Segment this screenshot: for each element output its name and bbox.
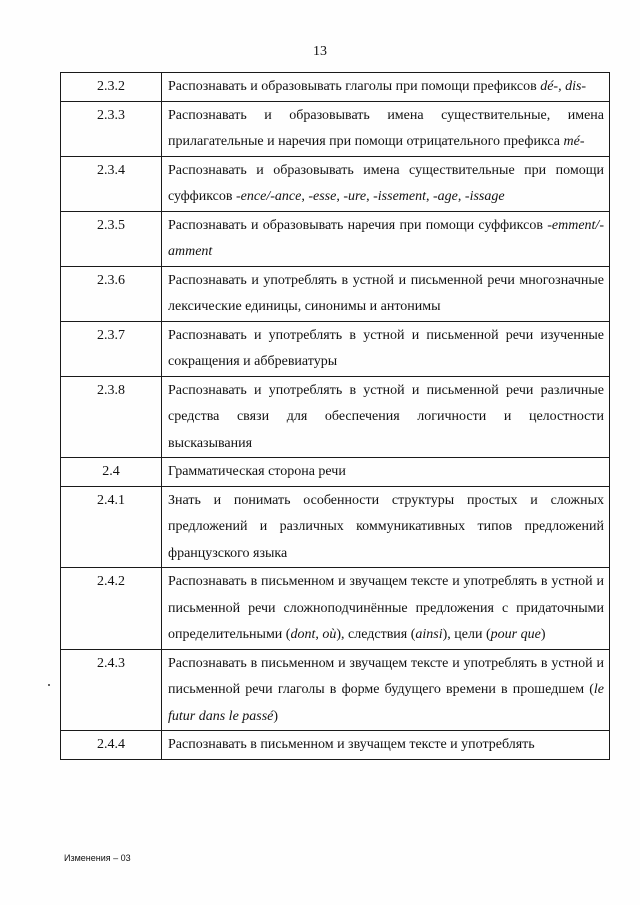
italic-term: -ure [343,189,367,204]
italic-term: où [322,627,337,642]
text-fragment: ) [273,708,279,724]
text-fragment: Распознавать и употреблять в устной и письменной речи многозначные лексические единицы, синонимы и антонимы [168,272,604,314]
item-description [162,211,610,266]
item-description [162,376,610,458]
italic-term: -ence/-ance [236,189,302,204]
table-row [61,486,610,568]
italic-term: dé-, dis- [540,79,587,94]
item-description [162,73,610,102]
italic-term: dont [290,627,316,642]
text-fragment: , [457,189,465,204]
italic-term: -issement [373,189,427,204]
item-description [162,486,610,568]
item-code: 2.3.3 [61,101,162,156]
text-fragment: Распознавать и употреблять в устной и письменной речи изученные сокращения и аббревиатуры [168,327,604,369]
item-description [162,266,610,321]
italic-term: ainsi [415,627,443,642]
text-fragment: Знать и понимать особенности структуры простых и сложных предложений и различных коммуникативных типов предложений французского языка [168,492,604,561]
table-row [61,376,610,458]
item-code: 2.3.8 [61,376,162,458]
text-fragment: Распознавать в письменном и звучащем тексте и употреблять [168,737,535,752]
item-code: 2.4.2 [61,568,162,650]
text-fragment: Распознавать и образовывать глаголы при помощи префиксов [168,79,541,94]
italic-term: mé- [563,134,585,149]
text-fragment: Распознавать и образовывать имена существительные при помощи суффиксов [168,162,604,204]
table-row [61,568,610,650]
content-table [60,72,610,760]
text-fragment: , [336,189,344,204]
item-code: 2.4.4 [61,731,162,760]
table-row [61,731,610,760]
text-fragment: Распознавать и употреблять в устной и письменной речи различные средства связи для обеспечения логичности и целостности высказывания [168,382,604,451]
page-number: 13 [313,44,327,59]
italic-term: -emment/-amment [168,217,604,259]
scan-speck [48,684,50,686]
text-fragment: , [301,189,309,204]
item-description [162,731,610,760]
table-row [61,211,610,266]
text-fragment: Грамматическая сторона речи [168,464,346,479]
item-code: 2.4.1 [61,486,162,568]
text-fragment: Распознавать в письменном и звучащем тексте и употреблять в устной и письменной речи глаголы в форме будущего времени в прошедшем ( [168,655,604,697]
italic-term: pour que [490,627,541,642]
table-row [61,321,610,376]
item-code: 2.3.6 [61,266,162,321]
text-fragment: , [426,189,434,204]
item-description [162,458,610,487]
item-code: 2.4 [61,458,162,487]
table-row [61,266,610,321]
italic-term: -issage [464,189,505,204]
table-row [61,458,610,487]
text-fragment: ) [540,627,546,642]
item-code: 2.3.2 [61,73,162,102]
text-fragment: Распознавать и образовывать имена существительные, имена прилагательные и наречия при помощи отрицательного префикса [168,107,604,149]
item-description [162,321,610,376]
table-row [61,649,610,731]
italic-term: -esse [308,189,337,204]
table-row [61,101,610,156]
table-row [61,73,610,102]
table-row [61,156,610,211]
footer-note: Изменения – 03 [64,853,131,863]
italic-term: -age [433,189,458,204]
text-fragment: , [315,627,323,642]
text-fragment: ), цели ( [442,627,491,642]
item-description [162,649,610,731]
text-fragment: Распознавать и образовывать наречия при помощи суффиксов [168,217,548,233]
item-code: 2.3.7 [61,321,162,376]
item-description [162,156,610,211]
item-code: 2.4.3 [61,649,162,731]
text-fragment: ), следствия ( [336,627,416,642]
text-fragment: , [366,189,374,204]
table-body [61,73,610,760]
item-code: 2.3.4 [61,156,162,211]
italic-term: le futur dans le passé [168,682,604,724]
text-fragment: Распознавать в письменном и звучащем тексте и употреблять в устной и письменной речи сложноподчинённые предложения с придаточными определительными ( [168,574,604,642]
item-description [162,101,610,156]
item-description [162,568,610,650]
item-code: 2.3.5 [61,211,162,266]
